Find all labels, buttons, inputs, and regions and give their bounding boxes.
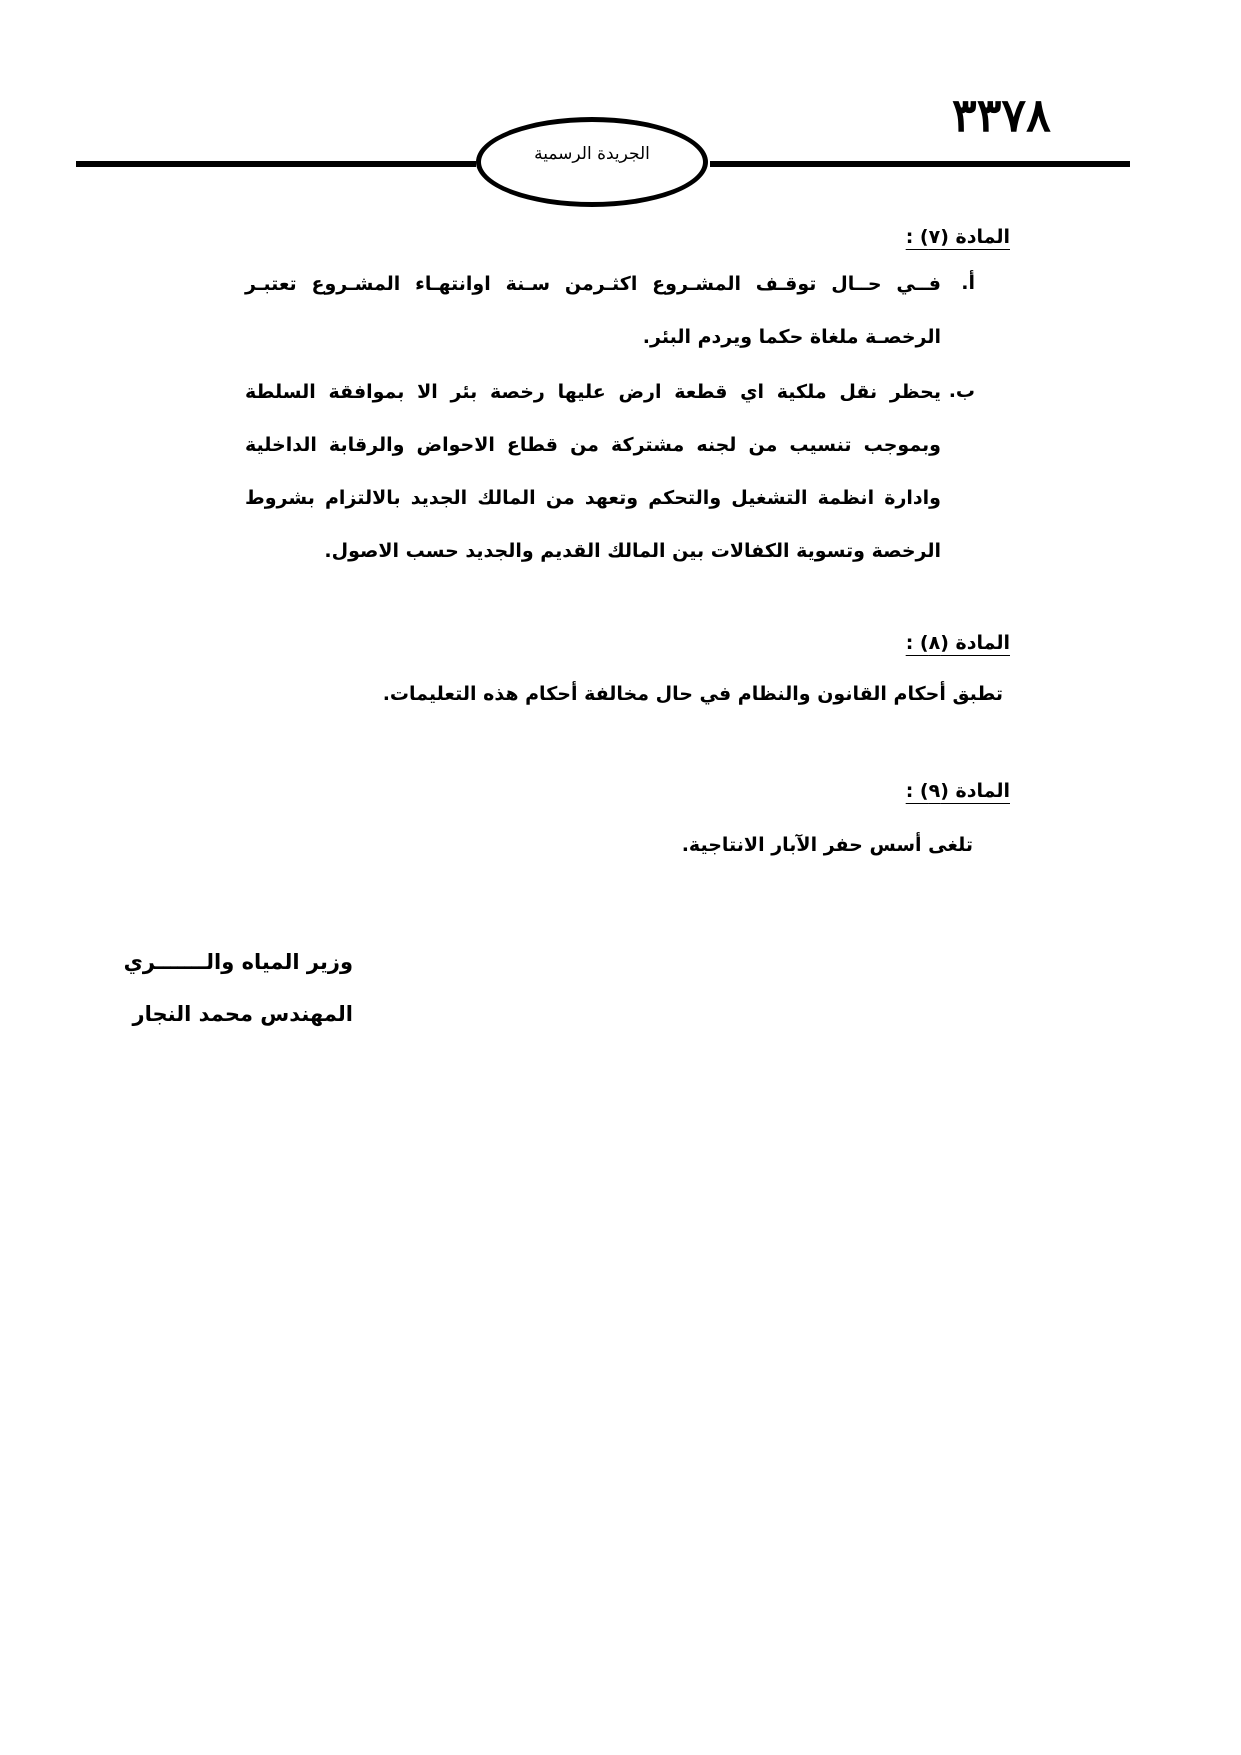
item-a-marker: أ. [961,272,975,294]
header-rule-right [710,161,1130,167]
signature-title: وزير المياه والـــــــري [123,950,353,974]
article-8-text: تطبق أحكام القانون والنظام في حال مخالفة أحكام هذه التعليمات. [382,683,1003,705]
item-a-text: فــي حــال توقـف المشـروع اكثـرمن سـنة اوانتهـاء المشـروع تعتبـر الرخصـة ملغاة حكما ويردم البئر. [245,273,941,348]
item-b-text: يحظر نقل ملكية اي قطعة ارض عليها رخصة بئر الا بموافقة السلطة وبموجب تنسيب من لجنه مشتركة من قطاع الاحواض والرقابة الداخلية وادارة انظمة التشغيل والتحكم وتعهد من المالك الجديد بالالتزام بشروط الرخصة وتسوية الكفالات بين المالك القديم والجديد حسب الاصول. [245,381,941,562]
header-rule-left [76,161,476,167]
article-7-heading: المادة (٧) : [905,226,1010,248]
gazette-oval [476,117,708,207]
article-9-text: تلغى أسس حفر الآبار الانتاجية. [681,834,973,856]
signature-name: المهندس محمد النجار [132,1002,353,1026]
article-8-heading: المادة (٨) : [905,632,1010,654]
page-number: ٣٣٧٨ [952,88,1051,142]
gazette-name: الجريدة الرسمية [534,144,650,164]
article-7-item-b [245,380,975,600]
item-b-marker: ب. [948,380,975,402]
article-9-heading: المادة (٩) : [905,780,1010,802]
